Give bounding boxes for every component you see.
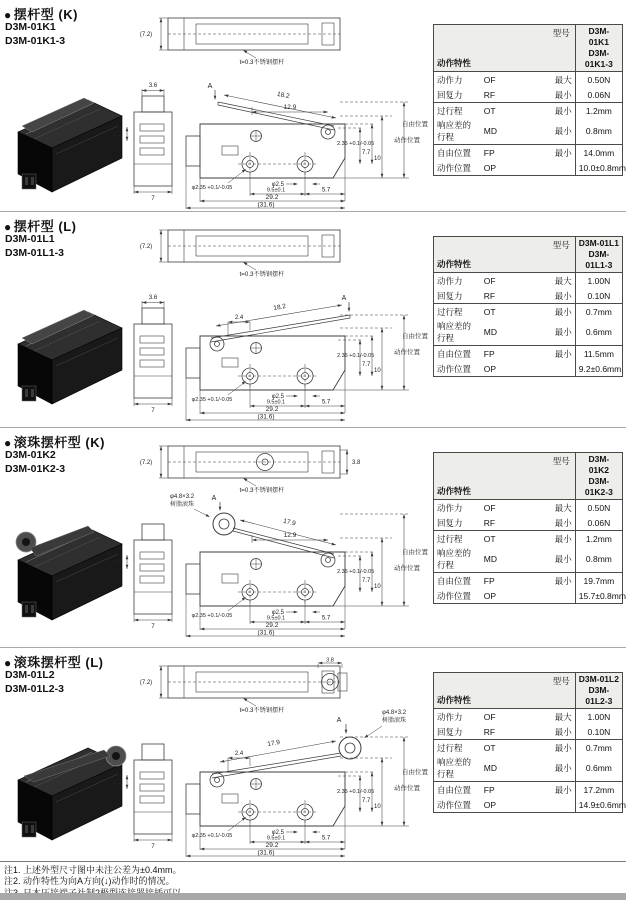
svg-text:自由位置: 自由位置: [402, 549, 428, 556]
svg-text:12.9: 12.9: [283, 532, 297, 539]
svg-text:2.35 +0.1/-0.05: 2.35 +0.1/-0.05: [337, 789, 375, 795]
model-cell: D3M-01K1 D3M-01K1-3: [575, 25, 622, 72]
svg-text:7.7: 7.7: [362, 150, 371, 156]
svg-text:10: 10: [374, 804, 381, 810]
top-view: [140, 230, 340, 278]
product-3d-view: [18, 98, 122, 192]
svg-text:φ2.5: φ2.5: [271, 394, 284, 400]
svg-text:(31.6): (31.6): [257, 201, 275, 209]
svg-text:29.2: 29.2: [265, 406, 279, 413]
value-of: 1.00N: [575, 273, 622, 289]
svg-text:2.35 +0.1/-0.05: 2.35 +0.1/-0.05: [337, 353, 375, 359]
value-md: 0.8mm: [575, 118, 622, 145]
model-number: D3M-01L1: [5, 233, 55, 245]
value-ot: 0.7mm: [575, 304, 622, 320]
value-op: 15.7±0.8mm: [575, 588, 622, 604]
dimension-drawing: [0, 8, 430, 211]
svg-text:2.5: 2.5: [112, 132, 122, 138]
svg-text:φ2.35 +0.1/-0.05: φ2.35 +0.1/-0.05: [191, 397, 233, 403]
svg-text:29.2: 29.2: [265, 194, 279, 201]
section-lever-k: [0, 0, 626, 211]
value-op: 14.9±0.6mm: [575, 797, 622, 813]
svg-text:2.5: 2.5: [112, 780, 122, 786]
bottom-dimensions: [186, 586, 345, 637]
product-3d-view: [16, 526, 122, 620]
section-roller-lever-k: [0, 427, 626, 648]
svg-text:动作位置: 动作位置: [394, 565, 420, 572]
model-number: D3M-01K1: [5, 21, 56, 33]
svg-text:(31.6): (31.6): [257, 413, 275, 421]
svg-text:A: A: [336, 717, 342, 724]
svg-text:3.6: 3.6: [148, 83, 158, 89]
svg-text:t=0.3不锈钢摆杆: t=0.3不锈钢摆杆: [239, 59, 285, 66]
model-number: D3M-01K2-3: [5, 462, 66, 475]
spec-table: 型号 动作特性 D3M-01K1 D3M-01K1-3 动作力 OF 最大 0.50N 回复力 RF 最小 0.06N 过行程 OT 最小 1.2mm 响应差的行程 MD 最小 0.8mm 自由位置 FP 最小 14.0mm 动作位置 OP 10.0±0.8mm: [433, 24, 623, 176]
svg-text:2.4: 2.4: [234, 315, 244, 321]
svg-text:5.7: 5.7: [321, 835, 331, 842]
value-op: 9.2±0.6mm: [575, 361, 622, 377]
value-fp: 19.7mm: [575, 573, 622, 589]
svg-text:29.2: 29.2: [265, 622, 279, 629]
top-view: [140, 658, 347, 714]
model-cell: D3M-01L1 D3M-01L1-3: [575, 237, 622, 273]
model-cell: D3M-01L2 D3M-01L2-3: [575, 673, 622, 709]
value-rf: 0.06N: [575, 87, 622, 103]
svg-text:3.8: 3.8: [326, 657, 334, 664]
bullet-icon: ●: [4, 8, 12, 22]
bullet-icon: ●: [4, 656, 12, 670]
bottom-dimensions: [186, 806, 345, 857]
spec-table: 型号 动作特性 D3M-01L1 D3M-01L1-3 动作力 OF 最大 1.00N 回复力 RF 最小 0.10N 过行程 OT 最小 0.7mm 响应差的行程 MD 最小 0.6mm 自由位置 FP 最小 11.5mm 动作位置 OP 9.2±0.6mm: [433, 236, 623, 377]
bottom-dimensions: [186, 158, 345, 209]
svg-text:树脂滚珠: 树脂滚珠: [381, 718, 407, 724]
svg-text:φ2.35 +0.1/-0.05: φ2.35 +0.1/-0.05: [191, 833, 233, 839]
svg-text:φ2.5: φ2.5: [271, 182, 284, 188]
value-rf: 0.06N: [575, 515, 622, 531]
svg-text:φ2.5: φ2.5: [271, 610, 284, 616]
model-cell: D3M-01K2 D3M-01K2-3: [575, 453, 622, 500]
svg-text:29.2: 29.2: [265, 842, 279, 849]
front-view: [186, 83, 345, 178]
svg-text:自由位置: 自由位置: [402, 121, 428, 128]
svg-text:7.7: 7.7: [362, 578, 371, 584]
section-title-text: 滚珠摆杆型 (K): [13, 435, 105, 450]
position-dimensions: [333, 514, 429, 606]
svg-text:10: 10: [374, 368, 381, 374]
value-op: 10.0±0.8mm: [575, 160, 622, 176]
svg-text:3.8: 3.8: [352, 460, 361, 466]
svg-text:t=0.3不锈钢摆杆: t=0.3不锈钢摆杆: [239, 707, 285, 714]
section-title-text: 滚珠摆杆型 (L): [13, 655, 104, 670]
svg-text:(7.2): (7.2): [139, 244, 153, 250]
section-title-text: 摆杆型 (L): [13, 219, 77, 234]
svg-text:(7.2): (7.2): [139, 460, 153, 466]
drawing-root: [16, 446, 429, 637]
svg-text:9.5±0.1: 9.5±0.1: [266, 835, 286, 842]
svg-text:φ4.8×3.2: φ4.8×3.2: [169, 494, 195, 500]
svg-text:9.5±0.1: 9.5±0.1: [266, 187, 286, 194]
svg-text:12.9: 12.9: [283, 104, 297, 111]
svg-text:A: A: [207, 83, 213, 90]
value-md: 0.6mm: [575, 319, 622, 346]
svg-text:(31.6): (31.6): [257, 629, 275, 637]
svg-text:树脂滚珠: 树脂滚珠: [169, 502, 195, 508]
svg-text:动作位置: 动作位置: [394, 137, 420, 144]
drawing-root: [18, 18, 429, 209]
svg-text:A: A: [211, 495, 217, 502]
footnote: 注2. 动作特性为向A方向(↓)动作时的情况。: [4, 876, 175, 887]
top-view: [140, 446, 361, 494]
section-roller-lever-l: [0, 647, 626, 862]
position-dimensions: [333, 102, 429, 178]
svg-text:10: 10: [374, 584, 381, 590]
drawing-root: [18, 658, 429, 858]
value-of: 1.00N: [575, 709, 622, 725]
spec-table: 型号 动作特性 D3M-01L2 D3M-01L2-3 动作力 OF 最大 1.00N 回复力 RF 最小 0.10N 过行程 OT 最小 0.7mm 响应差的行程 MD 最小 0.6mm 自由位置 FP 最小 17.2mm 动作位置 OP 14.9±0.6mm: [433, 672, 623, 813]
value-fp: 11.5mm: [575, 346, 622, 362]
page-edge-bar: [0, 893, 626, 900]
svg-text:7: 7: [151, 408, 155, 414]
svg-text:17.9: 17.9: [266, 738, 281, 749]
value-fp: 17.2mm: [575, 782, 622, 798]
position-dimensions: [333, 737, 429, 826]
footnote: 注1. 上述外型尺寸图中未注公差为±0.4mm。: [4, 865, 182, 875]
svg-text:φ4.8×3.2: φ4.8×3.2: [381, 710, 407, 716]
svg-text:自由位置: 自由位置: [402, 769, 428, 776]
value-rf: 0.10N: [575, 288, 622, 304]
svg-text:动作位置: 动作位置: [394, 785, 420, 792]
svg-text:5.7: 5.7: [321, 399, 331, 406]
model-number: D3M-01L2-3: [5, 682, 64, 695]
svg-text:φ2.35 +0.1/-0.05: φ2.35 +0.1/-0.05: [191, 613, 233, 619]
value-md: 0.6mm: [575, 755, 622, 782]
value-of: 0.50N: [575, 72, 622, 88]
value-ot: 0.7mm: [575, 740, 622, 756]
bullet-icon: ●: [4, 436, 12, 450]
position-dimensions: [333, 315, 429, 390]
svg-text:2.5: 2.5: [112, 560, 122, 566]
value-ot: 1.2mm: [575, 103, 622, 119]
drawing-root: [18, 230, 429, 421]
svg-text:18.2: 18.2: [276, 90, 291, 101]
svg-text:(7.2): (7.2): [139, 680, 153, 686]
front-view: [170, 494, 345, 606]
dimension-drawing: [0, 436, 430, 640]
svg-text:(7.2): (7.2): [139, 32, 153, 38]
svg-text:φ2.35 +0.1/-0.05: φ2.35 +0.1/-0.05: [191, 185, 233, 191]
svg-text:7.7: 7.7: [362, 798, 371, 804]
svg-text:2.35 +0.1/-0.05: 2.35 +0.1/-0.05: [337, 141, 375, 147]
model-header-label: 型号: [552, 28, 570, 38]
svg-text:2.4: 2.4: [234, 751, 244, 757]
dimension-drawing: [0, 656, 430, 860]
bullet-icon: ●: [4, 220, 12, 234]
product-3d-view: [18, 310, 122, 404]
svg-text:7.7: 7.7: [362, 362, 371, 368]
svg-text:5.7: 5.7: [321, 187, 331, 194]
model-number: D3M-01L1-3: [5, 246, 64, 259]
svg-text:3.6: 3.6: [148, 295, 158, 301]
svg-text:18.2: 18.2: [272, 302, 287, 313]
svg-text:7: 7: [151, 196, 155, 202]
svg-text:7: 7: [151, 624, 155, 630]
svg-text:9.5±0.1: 9.5±0.1: [266, 399, 286, 406]
top-view: [140, 18, 340, 66]
value-rf: 0.10N: [575, 724, 622, 740]
svg-text:7: 7: [151, 844, 155, 850]
svg-text:2.35 +0.1/-0.05: 2.35 +0.1/-0.05: [337, 569, 375, 575]
value-of: 0.50N: [575, 500, 622, 516]
svg-text:10: 10: [374, 156, 381, 162]
svg-text:t=0.3不锈钢摆杆: t=0.3不锈钢摆杆: [239, 271, 285, 278]
svg-text:t=0.3不锈钢摆杆: t=0.3不锈钢摆杆: [239, 487, 285, 494]
value-fp: 14.0mm: [575, 145, 622, 161]
svg-text:5.7: 5.7: [321, 615, 331, 622]
value-ot: 1.2mm: [575, 531, 622, 547]
svg-text:A: A: [341, 295, 347, 302]
model-number: D3M-01L2: [5, 669, 55, 681]
svg-text:17.9: 17.9: [282, 517, 297, 528]
svg-text:9.5±0.1: 9.5±0.1: [266, 615, 286, 622]
model-number: D3M-01K2: [5, 449, 56, 461]
section-lever-l: [0, 211, 626, 428]
svg-text:φ2.5: φ2.5: [271, 830, 284, 836]
dimension-drawing: [0, 220, 430, 424]
characteristic-label: 动作特性: [437, 58, 472, 69]
section-title-text: 摆杆型 (K): [13, 7, 78, 22]
value-md: 0.8mm: [575, 546, 622, 573]
product-3d-view: [18, 746, 126, 840]
svg-text:动作位置: 动作位置: [394, 349, 420, 356]
svg-text:(31.6): (31.6): [257, 849, 275, 857]
model-number: D3M-01K1-3: [5, 34, 66, 47]
spec-table: 型号 动作特性 D3M-01K2 D3M-01K2-3 动作力 OF 最大 0.50N 回复力 RF 最小 0.06N 过行程 OT 最小 1.2mm 响应差的行程 MD 最小 0.8mm 自由位置 FP 最小 19.7mm 动作位置 OP 15.7±0.8mm: [433, 452, 623, 604]
bottom-dimensions: [186, 370, 345, 421]
side-view: [134, 295, 172, 414]
svg-text:自由位置: 自由位置: [402, 333, 428, 340]
front-view: [186, 295, 350, 390]
